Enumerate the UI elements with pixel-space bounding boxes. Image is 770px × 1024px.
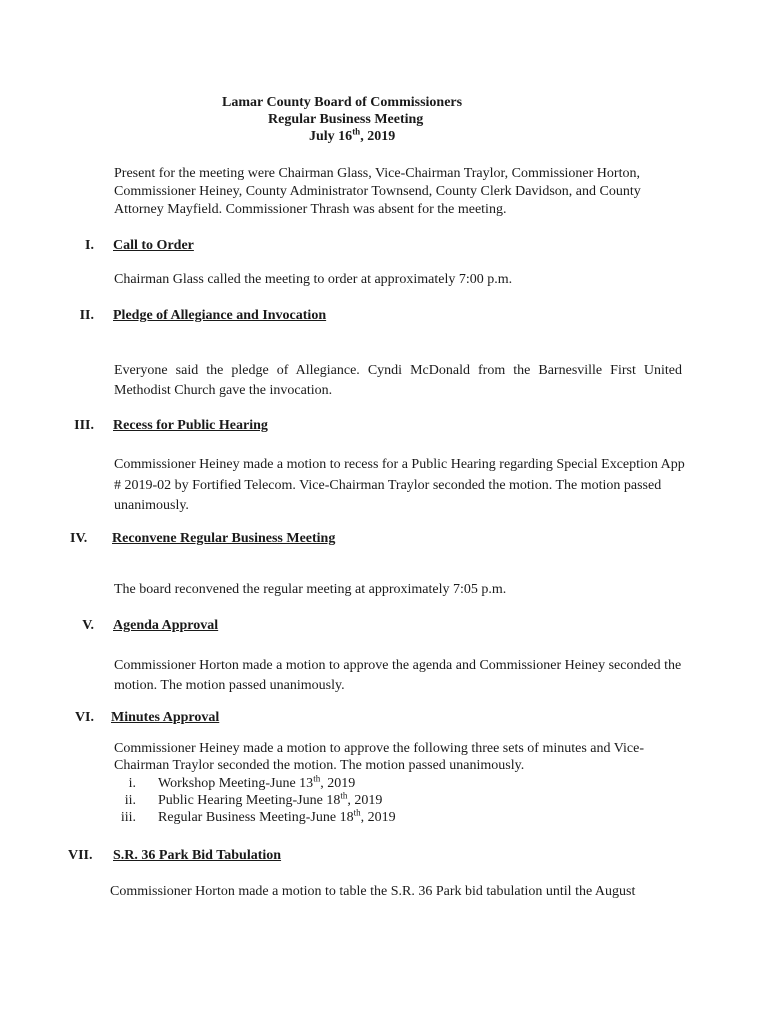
- section-number: V.: [82, 618, 94, 633]
- attendance-paragraph: Present for the meeting were Chairman Glass, Vice-Chairman Traylor, Commissioner Horton, Commissioner Heiney, County Administrator Townsend, County Clerk Davidson, and County Attorney Mayfield. Commissioner Thrash was absent for the meeting.: [114, 166, 641, 217]
- section-title: Call to Order: [113, 238, 194, 253]
- section-body-call-to-order: Chairman Glass called the meeting to order at approximately 7:00 p.m.: [114, 272, 513, 287]
- section-body-pledge: Everyone said the pledge of Allegiance. Cyndi McDonald from the Barnesville First United Methodist Church gave the invocation.: [114, 363, 682, 398]
- section-body-agenda: Commissioner Horton made a motion to approve the agenda and Commissioner Heiney seconded the motion. The motion passed unanimously.: [114, 658, 682, 693]
- section-number: VI.: [74, 710, 94, 725]
- section-title: Reconvene Regular Business Meeting: [112, 531, 336, 546]
- list-item: [100, 775, 600, 792]
- list-item: [100, 809, 600, 826]
- board-name: Lamar County Board of Commissioners: [222, 95, 463, 110]
- meeting-date: July 16th, 2019: [309, 126, 396, 144]
- section-number: I.: [85, 238, 94, 253]
- list-numeral: ii.: [124, 793, 136, 808]
- list-text: Workshop Meeting-June 13th, 2019: [158, 773, 356, 791]
- section-number: IV.: [70, 531, 88, 546]
- minutes-list: [100, 775, 600, 826]
- section-number: III.: [74, 418, 94, 433]
- list-text: Public Hearing Meeting-June 18th, 2019: [158, 790, 383, 808]
- section-body-park-bid: Commissioner Horton made a motion to table the S.R. 36 Park bid tabulation until the August: [110, 884, 636, 899]
- section-title: Minutes Approval: [111, 710, 220, 725]
- list-item: [100, 792, 600, 809]
- section-number: VII.: [68, 848, 93, 863]
- section-title: S.R. 36 Park Bid Tabulation: [113, 848, 282, 863]
- section-body-reconvene: The board reconvened the regular meeting at approximately 7:05 p.m.: [114, 582, 507, 597]
- list-numeral: iii.: [120, 810, 136, 825]
- section-number: II.: [79, 308, 94, 323]
- section-body-minutes: Commissioner Heiney made a motion to approve the following three sets of minutes and Vice-Chairman Traylor seconded the motion. The motion passed unanimously.: [114, 741, 645, 773]
- list-text: Regular Business Meeting-June 18th, 2019: [158, 807, 396, 825]
- section-title: Recess for Public Hearing: [113, 418, 268, 433]
- section-title: Agenda Approval: [113, 618, 219, 633]
- meeting-type: Regular Business Meeting: [268, 112, 424, 127]
- section-title: Pledge of Allegiance and Invocation: [113, 308, 327, 323]
- list-numeral: i.: [128, 776, 136, 791]
- section-body-recess: Commissioner Heiney made a motion to recess for a Public Hearing regarding Special Exception App # 2019-02 by Fortified Telecom. Vice-Chairman Traylor seconded the motion. The motion passed unanimously.: [114, 457, 685, 513]
